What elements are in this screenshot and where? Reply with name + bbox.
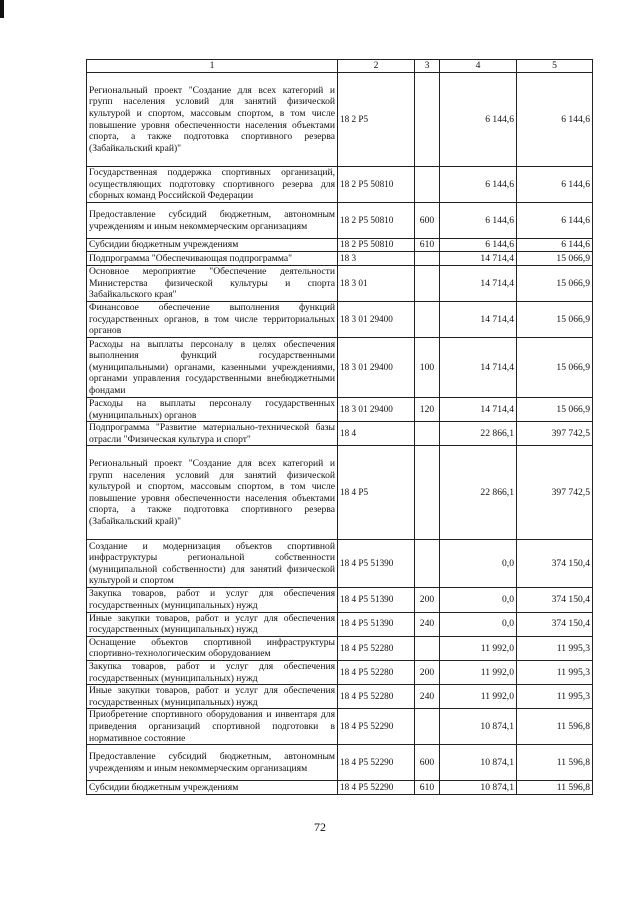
row-code: 18 4 P5 52280 — [338, 660, 415, 684]
row-value-col4: 22 866,1 — [440, 422, 517, 446]
row-code: 18 4 P5 52290 — [338, 781, 415, 795]
table-row — [87, 398, 593, 422]
row-value-col4: 10 874,1 — [440, 745, 517, 781]
row-expense-type — [415, 167, 440, 203]
row-expense-type: 120 — [415, 398, 440, 422]
row-expense-type — [415, 636, 440, 660]
row-value-col5: 11 596,8 — [517, 745, 593, 781]
row-name: Оснащение объектов спортивной инфраструктуры спортивно-технологическим оборудованием — [87, 636, 338, 660]
row-code: 18 4 — [338, 422, 415, 446]
row-value-col5: 397 742,5 — [517, 422, 593, 446]
row-code: 18 3 01 29400 — [338, 398, 415, 422]
scan-edge-mark — [0, 0, 4, 18]
row-code: 18 4 P5 — [338, 446, 415, 540]
row-value-col4: 6 144,6 — [440, 203, 517, 239]
column-header-3: 3 — [415, 60, 440, 73]
table-row — [87, 745, 593, 781]
row-value-col4: 14 714,4 — [440, 252, 517, 266]
row-name: Закупка товаров, работ и услуг для обеспечения государственных (муниципальных) нужд — [87, 660, 338, 684]
row-value-col4: 14 714,4 — [440, 338, 517, 398]
row-value-col5: 11 995,3 — [517, 660, 593, 684]
row-value-col5: 15 066,9 — [517, 302, 593, 338]
row-expense-type — [415, 446, 440, 540]
row-value-col5: 374 150,4 — [517, 540, 593, 588]
row-value-col4: 10 874,1 — [440, 781, 517, 795]
row-name: Региональный проект "Создание для всех категорий и групп населения условий для занятий физической культурой и спортом, массовым спортом, в том числе повышение уровня обеспеченности населения объектами спорта, а также подготовка спортивного резерва (Забайкальский край)" — [87, 73, 338, 167]
column-header-5: 5 — [517, 60, 593, 73]
table-body — [87, 73, 593, 795]
table-row — [87, 685, 593, 709]
row-expense-type — [415, 422, 440, 446]
row-value-col4: 14 714,4 — [440, 266, 517, 302]
row-expense-type — [415, 709, 440, 745]
column-header-4: 4 — [440, 60, 517, 73]
row-expense-type: 600 — [415, 203, 440, 239]
row-code: 18 4 P5 51390 — [338, 540, 415, 588]
row-expense-type — [415, 540, 440, 588]
row-code: 18 3 01 29400 — [338, 302, 415, 338]
row-name: Предоставление субсидий бюджетным, автономным учреждениям и иным некоммерческим организациям — [87, 203, 338, 239]
row-value-col4: 6 144,6 — [440, 73, 517, 167]
row-name: Создание и модернизация объектов спортивной инфраструктуры региональной собственности (муниципальной собственности) для занятий физической культурой и спортом — [87, 540, 338, 588]
row-code: 18 2 P5 50810 — [338, 203, 415, 239]
table-row — [87, 540, 593, 588]
row-code: 18 4 P5 52290 — [338, 745, 415, 781]
row-code: 18 4 P5 51390 — [338, 588, 415, 612]
row-expense-type — [415, 252, 440, 266]
row-name: Региональный проект "Создание для всех категорий и групп населения условий для занятий физической культурой и спортом, массовым спортом, в том числе повышение уровня обеспеченности населения объектами спорта, а также подготовка спортивного резерва (Забайкальский край)" — [87, 446, 338, 540]
row-name: Закупка товаров, работ и услуг для обеспечения государственных (муниципальных) нужд — [87, 588, 338, 612]
row-name: Подпрограмма "Обеспечивающая подпрограмма" — [87, 252, 338, 266]
row-value-col4: 22 866,1 — [440, 446, 517, 540]
table-row — [87, 302, 593, 338]
row-value-col5: 15 066,9 — [517, 338, 593, 398]
table-header-row — [87, 60, 593, 73]
row-value-col4: 11 992,0 — [440, 636, 517, 660]
row-code: 18 3 01 29400 — [338, 338, 415, 398]
row-expense-type — [415, 73, 440, 167]
row-name: Основное мероприятие "Обеспечение деятельности Министерства физической культуры и спорта Забайкальского края" — [87, 266, 338, 302]
row-expense-type: 240 — [415, 685, 440, 709]
table-row — [87, 338, 593, 398]
row-value-col4: 0,0 — [440, 540, 517, 588]
table-row — [87, 239, 593, 252]
row-code: 18 4 P5 52280 — [338, 685, 415, 709]
row-value-col5: 11 995,3 — [517, 685, 593, 709]
table-row — [87, 252, 593, 266]
row-value-col5: 15 066,9 — [517, 398, 593, 422]
table-row — [87, 612, 593, 636]
row-value-col4: 6 144,6 — [440, 239, 517, 252]
row-value-col5: 15 066,9 — [517, 266, 593, 302]
row-value-col5: 374 150,4 — [517, 612, 593, 636]
row-expense-type: 100 — [415, 338, 440, 398]
table-row — [87, 73, 593, 167]
row-name: Иные закупки товаров, работ и услуг для обеспечения государственных (муниципальных) нужд — [87, 685, 338, 709]
budget-table — [86, 59, 593, 795]
row-code: 18 3 — [338, 252, 415, 266]
row-value-col5: 15 066,9 — [517, 252, 593, 266]
table-row — [87, 660, 593, 684]
column-header-2: 2 — [338, 60, 415, 73]
row-code: 18 3 01 — [338, 266, 415, 302]
row-code: 18 4 P5 52290 — [338, 709, 415, 745]
table-row — [87, 636, 593, 660]
row-value-col4: 0,0 — [440, 612, 517, 636]
row-name: Иные закупки товаров, работ и услуг для обеспечения государственных (муниципальных) нужд — [87, 612, 338, 636]
row-value-col5: 11 596,8 — [517, 781, 593, 795]
row-name: Расходы на выплаты персоналу в целях обеспечения выполнения функций государственными (муниципальными) органами, казенными учреждениями, органами управления государственными внебюджетными фондами — [87, 338, 338, 398]
row-name: Финансовое обеспечение выполнения функций государственных органов, в том числе территориальных органов — [87, 302, 338, 338]
table-row — [87, 781, 593, 795]
row-expense-type: 610 — [415, 781, 440, 795]
row-value-col5: 6 144,6 — [517, 203, 593, 239]
row-value-col5: 397 742,5 — [517, 446, 593, 540]
row-name: Субсидии бюджетным учреждениям — [87, 781, 338, 795]
row-name: Приобретение спортивного оборудования и инвентаря для приведения организаций спортивной подготовки в нормативное состояние — [87, 709, 338, 745]
row-expense-type: 610 — [415, 239, 440, 252]
row-name: Подпрограмма "Развитие материально-технической базы отрасли "Физическая культура и спорт" — [87, 422, 338, 446]
row-name: Расходы на выплаты персоналу государственных (муниципальных) органов — [87, 398, 338, 422]
row-value-col5: 6 144,6 — [517, 239, 593, 252]
row-value-col4: 14 714,4 — [440, 302, 517, 338]
row-value-col4: 10 874,1 — [440, 709, 517, 745]
row-code: 18 2 P5 50810 — [338, 239, 415, 252]
row-code: 18 4 P5 52280 — [338, 636, 415, 660]
page-number: 72 — [314, 820, 326, 834]
row-code: 18 2 P5 — [338, 73, 415, 167]
row-code: 18 4 P5 51390 — [338, 612, 415, 636]
column-header-1: 1 — [87, 60, 338, 73]
row-value-col4: 14 714,4 — [440, 398, 517, 422]
row-expense-type — [415, 302, 440, 338]
row-expense-type: 200 — [415, 588, 440, 612]
table-row — [87, 422, 593, 446]
table-row — [87, 266, 593, 302]
row-value-col5: 374 150,4 — [517, 588, 593, 612]
row-value-col5: 6 144,6 — [517, 167, 593, 203]
table-row — [87, 203, 593, 239]
row-value-col4: 6 144,6 — [440, 167, 517, 203]
row-expense-type: 600 — [415, 745, 440, 781]
row-value-col4: 11 992,0 — [440, 660, 517, 684]
table-row — [87, 167, 593, 203]
row-value-col4: 0,0 — [440, 588, 517, 612]
row-expense-type — [415, 266, 440, 302]
row-value-col5: 6 144,6 — [517, 73, 593, 167]
row-value-col5: 11 596,8 — [517, 709, 593, 745]
table-row — [87, 446, 593, 540]
row-value-col4: 11 992,0 — [440, 685, 517, 709]
table-row — [87, 588, 593, 612]
row-code: 18 2 P5 50810 — [338, 167, 415, 203]
row-name: Государственная поддержка спортивных организаций, осуществляющих подготовку спортивного резерва для сборных команд Российской Федерации — [87, 167, 338, 203]
row-expense-type: 240 — [415, 612, 440, 636]
row-name: Предоставление субсидий бюджетным, автономным учреждениям и иным некоммерческим организациям — [87, 745, 338, 781]
row-value-col5: 11 995,3 — [517, 636, 593, 660]
row-name: Субсидии бюджетным учреждениям — [87, 239, 338, 252]
table-row — [87, 709, 593, 745]
row-expense-type: 200 — [415, 660, 440, 684]
